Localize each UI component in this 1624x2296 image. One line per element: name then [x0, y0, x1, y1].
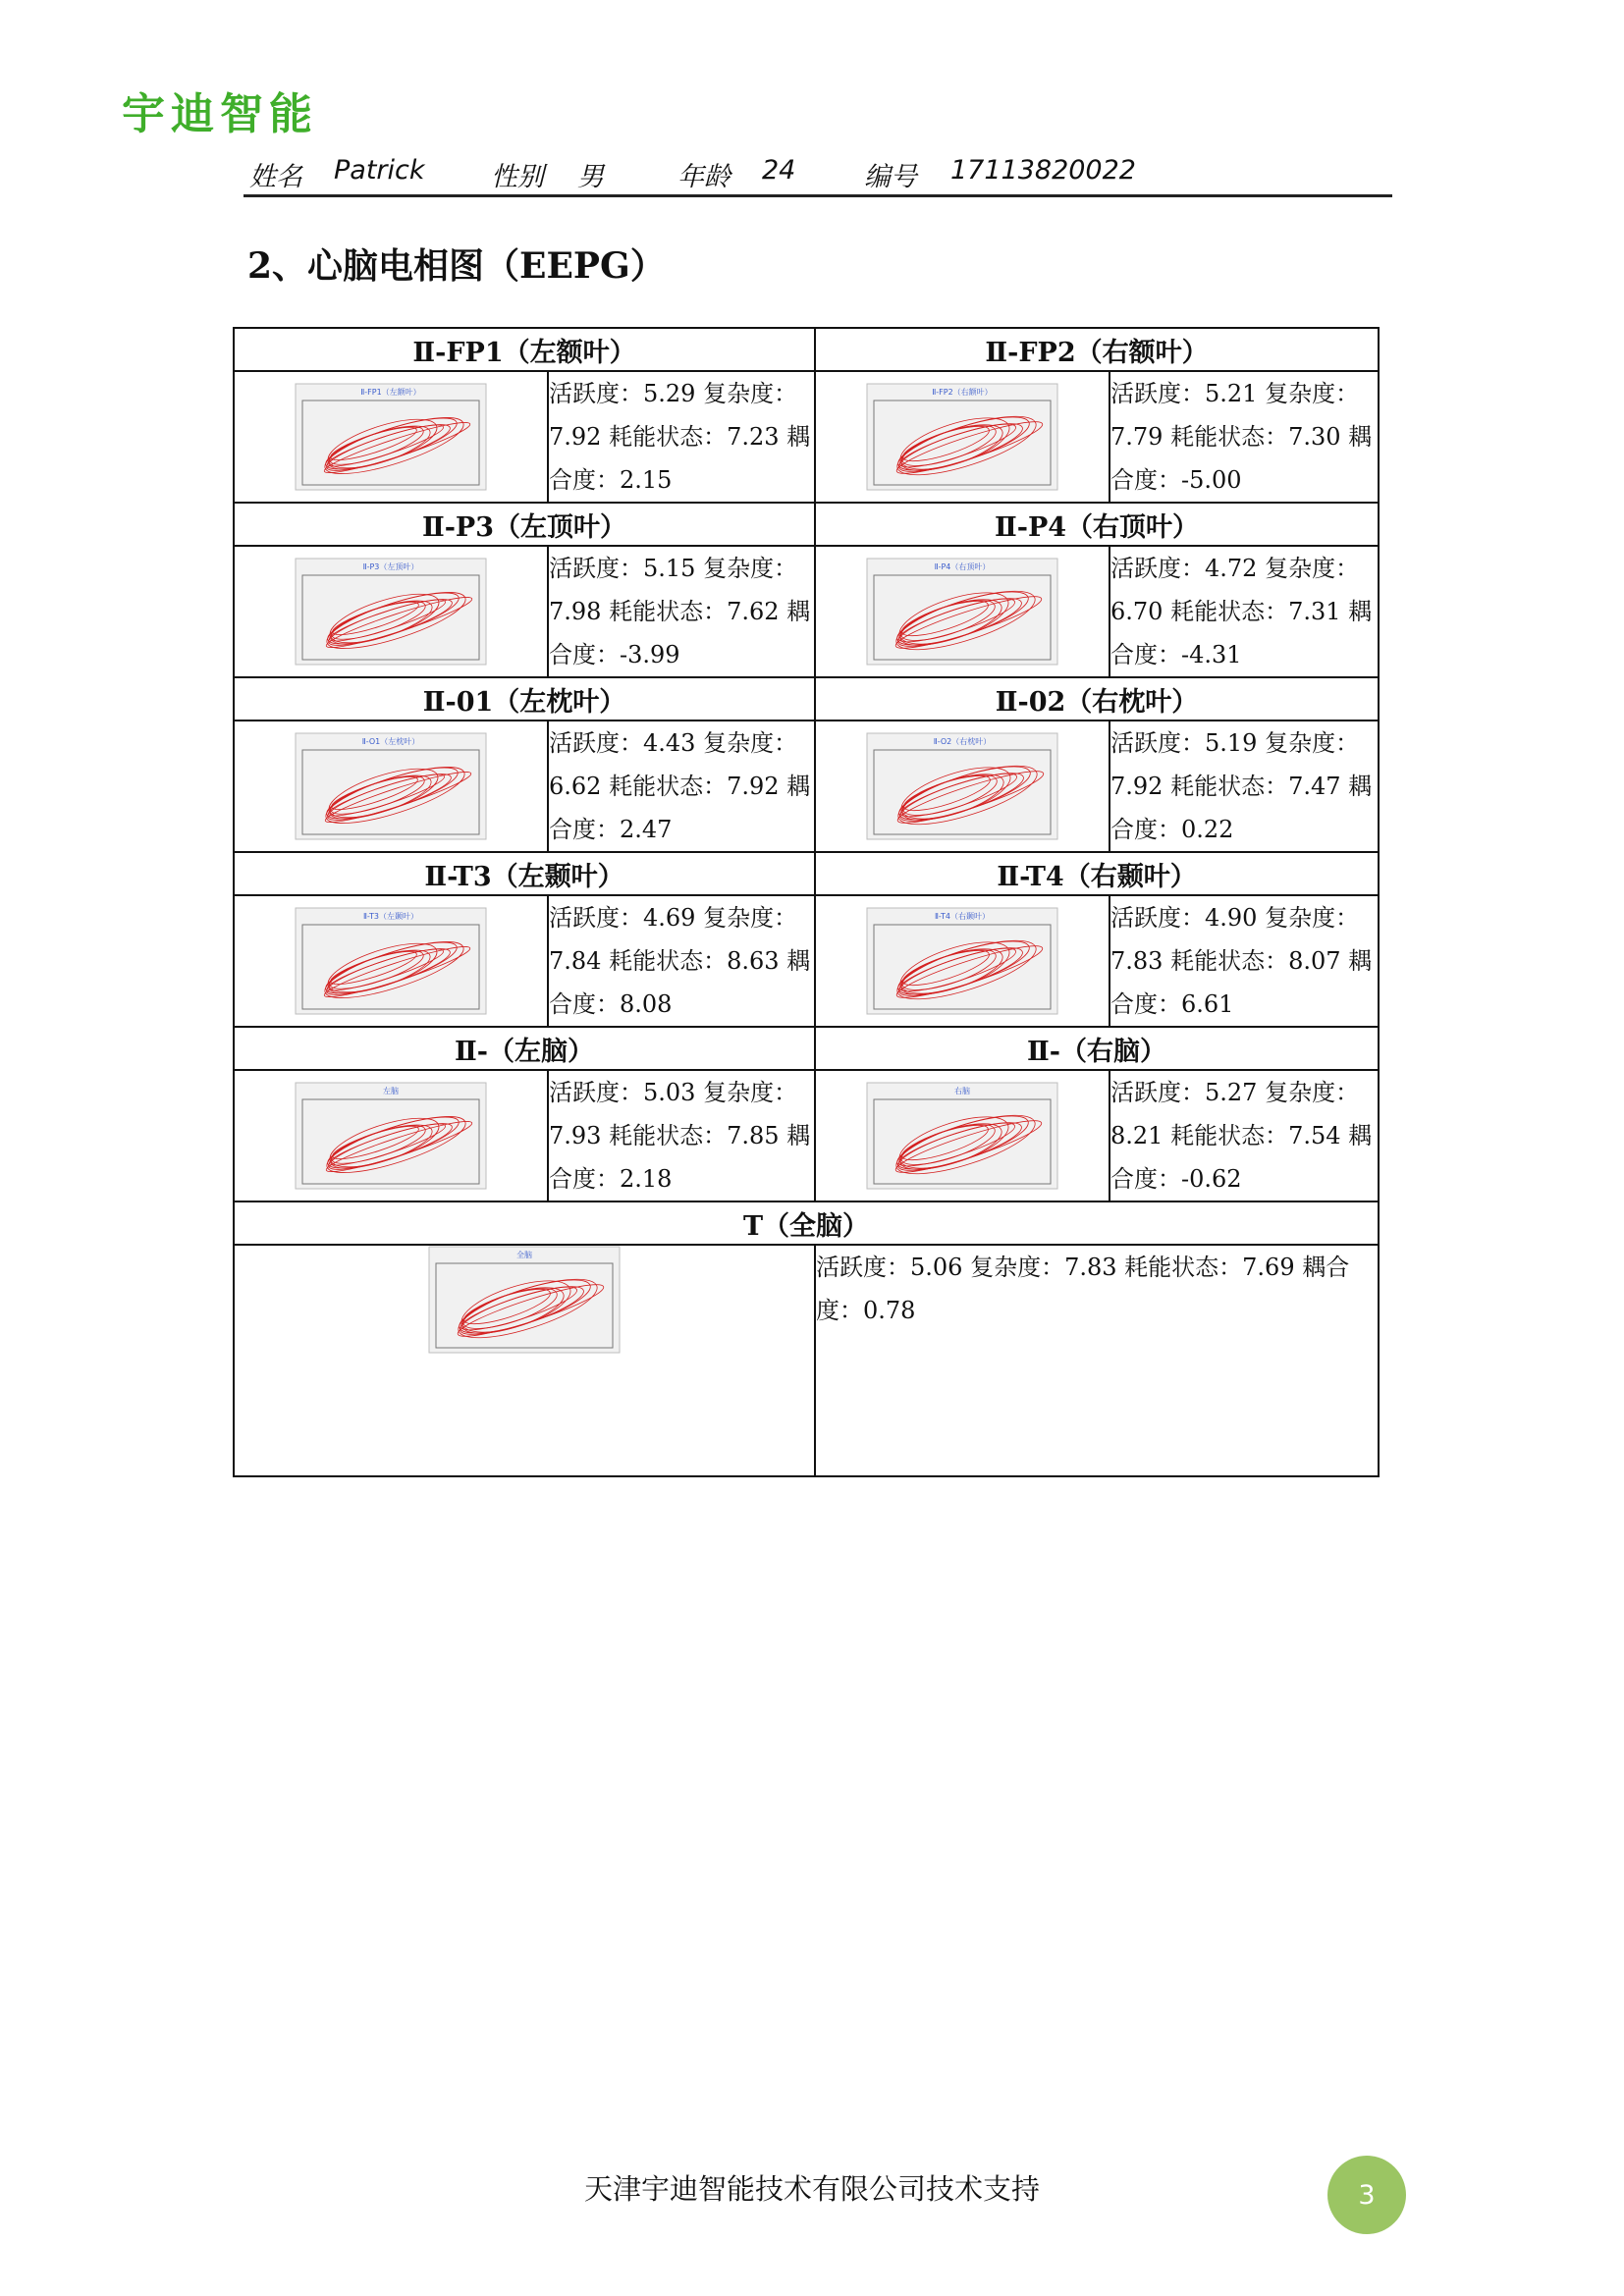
plot-cell: [815, 371, 1110, 503]
section-title: 2、心脑电相图（EEPG）: [247, 245, 666, 287]
region-stats: 活跃度：5.03 复杂度：7.93 耗能状态：7.85 耦合度：2.18: [548, 1070, 815, 1201]
eepg-table: [233, 327, 1380, 1477]
region-stats: 活跃度：4.72 复杂度：6.70 耗能状态：7.31 耦合度：-4.31: [1110, 546, 1379, 677]
phase-plot: [866, 732, 1058, 840]
region-title: Ⅱ-（右脑）: [815, 1027, 1379, 1070]
patient-name: Patrick: [334, 155, 425, 186]
plot-background: [867, 384, 1057, 490]
region-title: Ⅱ-（左脑）: [234, 1027, 815, 1070]
total-row: [234, 1245, 1379, 1476]
plot-label: 右脑: [954, 1087, 971, 1095]
region-header-row: [234, 852, 1379, 895]
region-title: Ⅱ-02（右枕叶）: [815, 677, 1379, 721]
phase-plot: [866, 907, 1058, 1015]
brand-logo: 宇迪智能: [122, 89, 318, 139]
plot-cell: [815, 895, 1110, 1027]
page-number-badge: 3: [1327, 2156, 1406, 2234]
phase-plot: [295, 732, 487, 840]
plot-background: [867, 559, 1057, 665]
name-label: 姓名: [249, 162, 302, 192]
region-stats: 活跃度：4.90 复杂度：7.83 耗能状态：8.07 耦合度：6.61: [1110, 895, 1379, 1027]
plot-label: Ⅱ-P3（左顶叶）: [362, 562, 419, 571]
patient-info-bar: [244, 149, 1392, 197]
plot-background: [867, 908, 1057, 1014]
plot-label: Ⅱ-T4（右颞叶）: [934, 912, 991, 921]
region-data-row: [234, 895, 1379, 1027]
total-stats: 活跃度：5.06 复杂度：7.83 耗能状态：7.69 耦合度：0.78: [815, 1245, 1379, 1476]
region-data-row: [234, 546, 1379, 677]
plot-cell: [234, 546, 548, 677]
plot-cell: [234, 1070, 548, 1201]
phase-plot: [295, 558, 487, 666]
phase-plot: [295, 383, 487, 491]
plot-background: [296, 559, 486, 665]
phase-plot: [866, 558, 1058, 666]
plot-cell: [234, 371, 548, 503]
region-header-row: [234, 1027, 1379, 1070]
plot-label: Ⅱ-O2（右枕叶）: [933, 737, 992, 746]
age-label: 年龄: [677, 162, 731, 192]
region-stats: 活跃度：5.21 复杂度：7.79 耗能状态：7.30 耦合度：-5.00: [1110, 371, 1379, 503]
region-title: Ⅱ-T4（右颞叶）: [815, 852, 1379, 895]
plot-cell: [234, 895, 548, 1027]
plot-label: Ⅱ-FP2（右额叶）: [932, 388, 993, 397]
region-header-row: [234, 328, 1379, 371]
region-title: Ⅱ-P3（左顶叶）: [234, 503, 815, 546]
region-title: Ⅱ-FP2（右额叶）: [815, 328, 1379, 371]
plot-cell: [234, 721, 548, 852]
plot-label: Ⅱ-T3（左颞叶）: [362, 912, 419, 921]
plot-cell: [815, 546, 1110, 677]
patient-age: 24: [762, 155, 796, 186]
region-header-row: [234, 503, 1379, 546]
region-stats: 活跃度：5.15 复杂度：7.98 耗能状态：7.62 耦合度：-3.99: [548, 546, 815, 677]
plot-background: [296, 908, 486, 1014]
plot-background: [296, 1083, 486, 1189]
id-label: 编号: [864, 162, 917, 192]
phase-plot: [866, 1082, 1058, 1190]
region-data-row: [234, 721, 1379, 852]
plot-cell: [815, 721, 1110, 852]
plot-label: Ⅱ-FP1（左额叶）: [360, 388, 421, 397]
total-plot-cell: [234, 1245, 815, 1476]
total-phase-plot: [428, 1246, 621, 1354]
region-title: Ⅱ-P4（右顶叶）: [815, 503, 1379, 546]
region-title: Ⅱ-01（左枕叶）: [234, 677, 815, 721]
region-stats: 活跃度：5.19 复杂度：7.92 耗能状态：7.47 耦合度：0.22: [1110, 721, 1379, 852]
region-stats: 活跃度：5.27 复杂度：8.21 耗能状态：7.54 耦合度：-0.62: [1110, 1070, 1379, 1201]
gender-label: 性别: [491, 162, 544, 192]
region-data-row: [234, 371, 1379, 503]
patient-gender: 男: [577, 162, 604, 192]
plot-background: [296, 384, 486, 490]
plot-label: 左脑: [383, 1087, 399, 1095]
plot-label: Ⅱ-P4（右顶叶）: [934, 562, 991, 571]
phase-plot: [295, 907, 487, 1015]
total-header-row: [234, 1201, 1379, 1245]
region-stats: 活跃度：5.29 复杂度：7.92 耗能状态：7.23 耦合度：2.15: [548, 371, 815, 503]
patient-id: 17113820022: [950, 155, 1136, 186]
plot-background: [429, 1247, 620, 1353]
plot-cell: [815, 1070, 1110, 1201]
region-data-row: [234, 1070, 1379, 1201]
region-stats: 活跃度：4.69 复杂度：7.84 耗能状态：8.63 耦合度：8.08: [548, 895, 815, 1027]
region-title: Ⅱ-FP1（左额叶）: [234, 328, 815, 371]
region-stats: 活跃度：4.43 复杂度：6.62 耗能状态：7.92 耦合度：2.47: [548, 721, 815, 852]
plot-background: [296, 733, 486, 839]
region-title: Ⅱ-T3（左颞叶）: [234, 852, 815, 895]
total-title: T（全脑）: [234, 1201, 1379, 1245]
region-header-row: [234, 677, 1379, 721]
footer-text: 天津宇迪智能技术有限公司技术支持: [583, 2172, 1040, 2206]
plot-label: Ⅱ-O1（左枕叶）: [361, 737, 420, 746]
plot-label: 全脑: [516, 1251, 532, 1259]
plot-background: [867, 1083, 1057, 1189]
phase-plot: [295, 1082, 487, 1190]
phase-plot: [866, 383, 1058, 491]
